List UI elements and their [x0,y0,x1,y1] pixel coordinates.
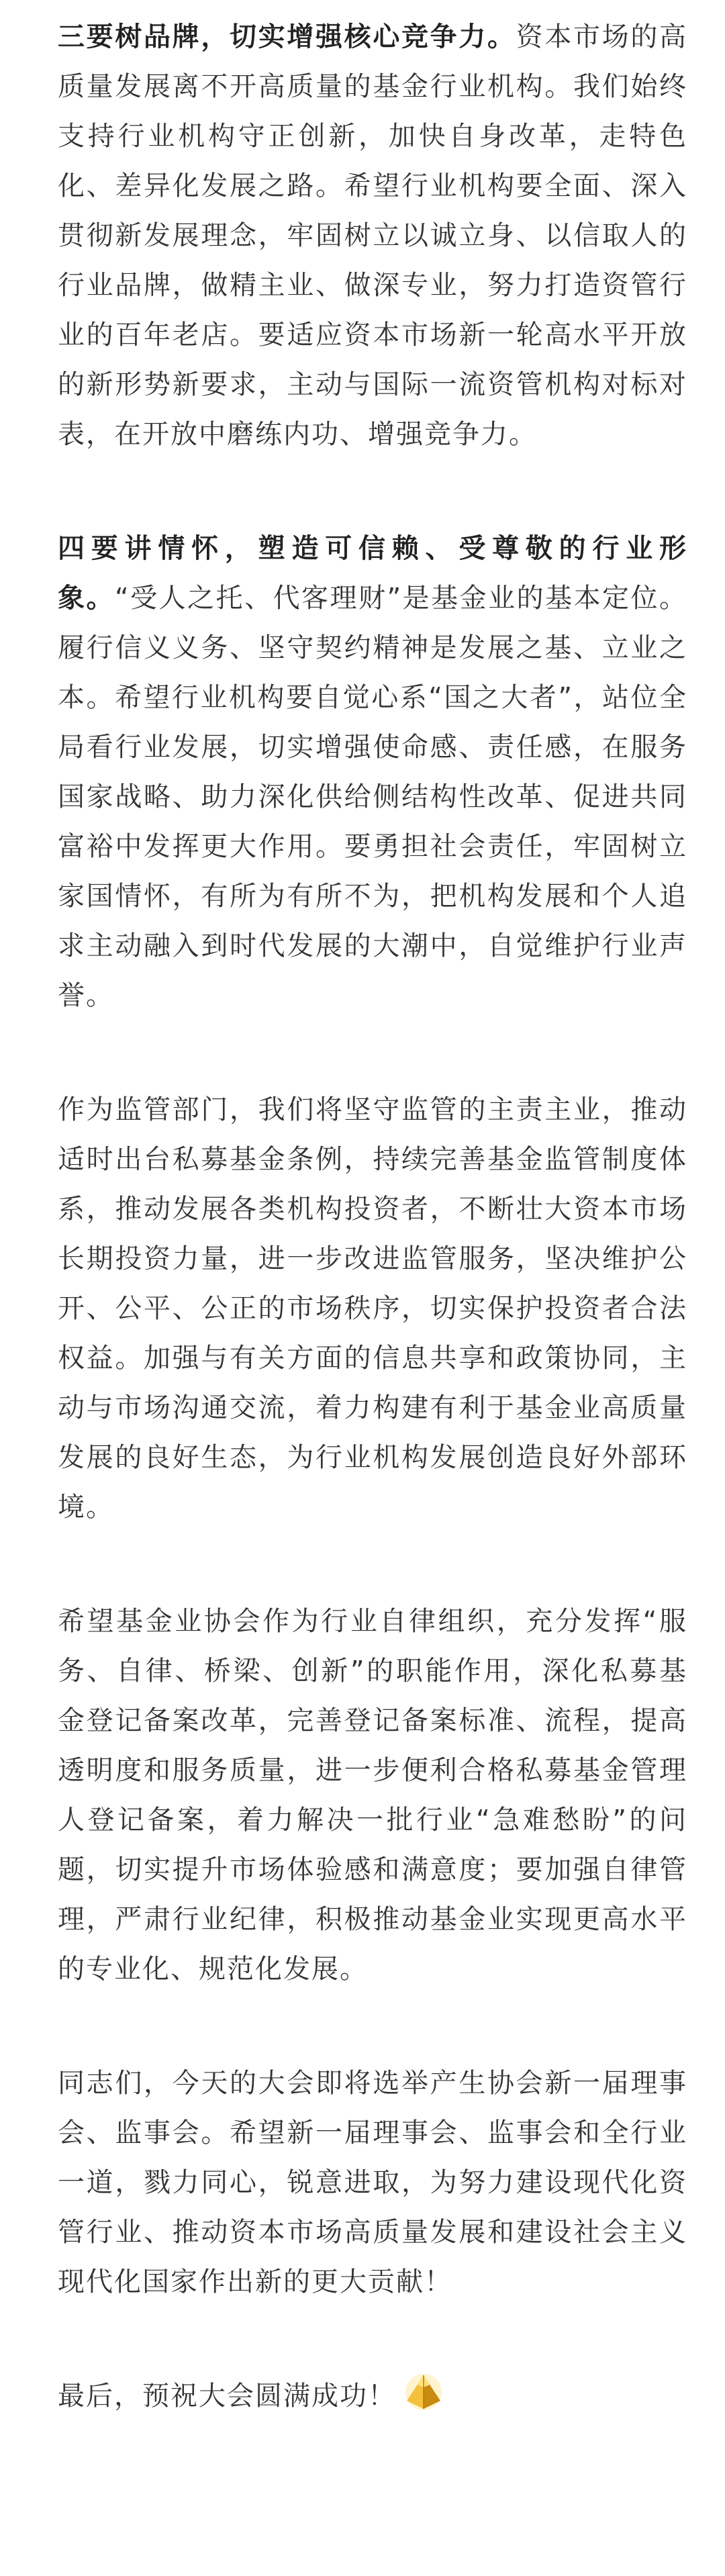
paragraph-association [58,1596,687,1994]
closing-text: 最后，预祝大会圆满成功！ [58,2381,396,2412]
paragraph-heading: 三要树品牌，切实增强核心竞争力。 [58,21,516,52]
article-body [58,12,687,2485]
paragraph-text: “受人之托、代客理财”是基金业的基本定位。履行信义义务、坚守契约精神是发展之基、立业之本。希望行业机构要自觉心系“国之大者”，站位全局看行业发展，切实增强使命感、责任感，在服务国家战略、助力深化供给侧结构性改革、促进共同富裕中发挥更大作用。要勇担社会责任，牢固树立家国情怀，有所为有所不为，把机构发展和个人追求主动融入到时代发展的大潮中，自觉维护行业声誉。 [58,583,688,1011]
paragraph-text: 资本市场的高质量发展离不开高质量的基金行业机构。我们始终支持行业机构守正创新，加快自身改革，走特色化、差异化发展之路。希望行业机构要全面、深入贯彻新发展理念，牢固树立以诚立身、以信取人的行业品牌，做精主业、做深专业，努力打造资管行业的百年老店。要适应资本市场新一轮高水平开放的新形势新要求，主动与国际一流资管机构对标对表，在开放中磨练内功、增强竞争力。 [58,21,688,450]
paragraph-heading: 四要讲情怀，塑造可信赖、受尊敬的行业形象。 [58,533,687,614]
paragraph-sentiment [58,524,687,1020]
paragraph-comrades [58,2058,687,2307]
paragraph-text: 作为监管部门，我们将坚守监管的主责主业，推动适时出台私募基金条例，持续完善基金监管制度体系，推动发展各类机构投资者，不断壮大资本市场长期投资力量，进一步改进监管服务，坚决维护公开、公平、公正的市场秩序，切实保护投资者合法权益。加强与有关方面的信息共享和政策协同，主动与市场沟通交流，着力构建有利于基金业高质量发展的良好生态，为行业机构发展创造良好外部环境。 [58,1094,687,1523]
paragraph-text: 同志们，今天的大会即将选举产生协会新一届理事会、监事会。希望新一届理事会、监事会和全行业一道，戮力同心，锐意进取，为努力建设现代化资管行业、推动资本市场高质量发展和建设社会主义现代化国家作出新的更大贡献！ [58,2068,687,2297]
closing-line [58,2371,687,2421]
paragraph-text: 希望基金业协会作为行业自律组织，充分发挥“服务、自律、桥梁、创新”的职能作用，深化私募基金登记备案改革，完善登记备案标准、流程，提高透明度和服务质量，进一步便利合格私募基金管理人登记备案，着力解决一批行业“急难愁盼”的问题，切实提升市场体验感和满意度；要加强自律管理，严肃行业纪律，积极推动基金业实现更高水平的专业化、规范化发展。 [58,1606,687,1985]
golden-pyramid-icon [403,2371,444,2413]
paragraph-brand [58,12,687,459]
paragraph-regulator [58,1085,687,1532]
